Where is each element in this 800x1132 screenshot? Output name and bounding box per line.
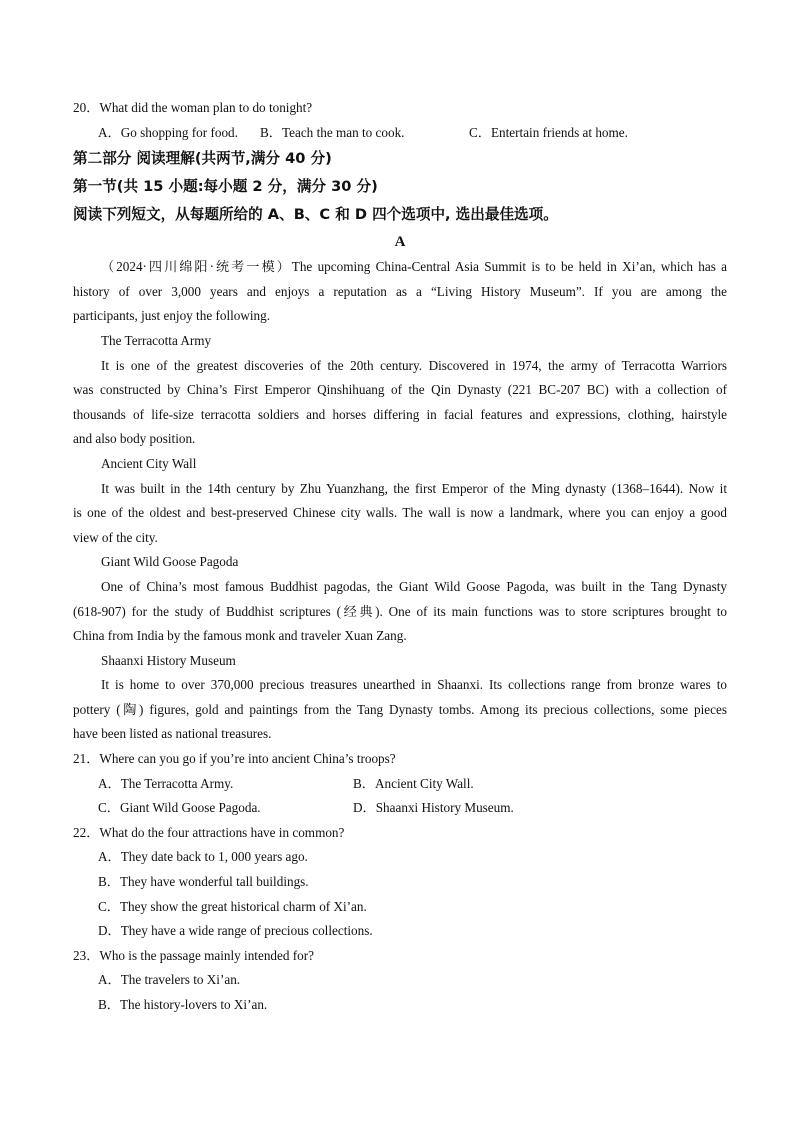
paragraph-line: was constructed by China’s First Emperor Qinshihuang of the Qin Dynasty (221 BC-207 BC) with a collection of xyxy=(73,382,727,398)
section-heading-terracotta: The Terracotta Army xyxy=(101,332,212,348)
q20-option-a[interactable]: A．Go shopping for food. xyxy=(98,124,238,140)
part-two-heading: 第二部分 阅读理解(共两节,满分 40 分) xyxy=(73,150,332,168)
question-21-options-row-2 xyxy=(73,796,727,821)
passage-intro-line: participants, just enjoy the following. xyxy=(73,308,271,324)
section-heading-city-wall: Ancient City Wall xyxy=(101,455,197,471)
passage-intro-line: （2024·四川绵阳·统考一模）The upcoming China-Central Asia Summit is to be held in Xi’an, which has a xyxy=(101,259,727,275)
reading-instruction: 阅读下列短文，从每题所给的 A、B、C 和 D 四个选项中, 选出最佳选项。 xyxy=(73,206,558,224)
paragraph-line: It is home to over 370,000 precious treasures unearthed in Shaanxi. Its collections range from bronze wares to xyxy=(101,677,727,693)
paragraph-line: view of the city. xyxy=(73,529,158,545)
paragraph-line: thousands of life-size terracotta soldiers and horses differing in facial features and expressions, clothing, hairstyle xyxy=(73,406,727,422)
q22-option-b[interactable]: B．They have wonderful tall buildings. xyxy=(98,874,309,890)
q22-option-a[interactable]: A．They date back to 1, 000 years ago. xyxy=(98,849,308,865)
q22-option-c[interactable]: C．They show the great historical charm of Xi’an. xyxy=(98,898,367,914)
paragraph-line: It was built in the 14th century by Zhu Yuanzhang, the first Emperor of the Ming dynasty (1368–1644). Now it xyxy=(101,480,727,496)
paragraph-line: China from India by the famous monk and traveler Xuan Zang. xyxy=(73,628,407,644)
paragraph-line: and also body position. xyxy=(73,431,196,447)
q23-option-a[interactable]: A．The travelers to Xi’an. xyxy=(98,972,241,988)
section-one-heading: 第一节(共 15 小题:每小题 2 分，满分 30 分) xyxy=(73,178,378,196)
paragraph-line: One of China’s most famous Buddhist pagodas, the Giant Wild Goose Pagoda, was built in the Tang Dynasty xyxy=(101,578,727,594)
question-21-options-row-1 xyxy=(73,772,727,797)
paragraph-line: is one of the oldest and best-preserved Chinese city walls. The wall is now a landmark, where you can enjoy a good xyxy=(73,505,727,521)
q21-option-b[interactable]: B．Ancient City Wall. xyxy=(353,775,474,791)
section-heading-museum: Shaanxi History Museum xyxy=(101,652,236,668)
question-20-stem: 20．What did the woman plan to do tonight? xyxy=(73,100,313,115)
question-21-stem: 21．Where can you go if you’re into ancient China’s troops? xyxy=(73,751,396,767)
question-20-options xyxy=(73,121,727,146)
q20-option-b[interactable]: B．Teach the man to cook. xyxy=(260,124,405,140)
paragraph-line: pottery (陶) figures, gold and paintings from the Tang Dynasty tombs. Among its precious collections, some pieces xyxy=(73,701,727,717)
q21-option-c[interactable]: C．Giant Wild Goose Pagoda. xyxy=(98,800,261,816)
paragraph-line: have been listed as national treasures. xyxy=(73,726,272,742)
q20-option-c[interactable]: C．Entertain friends at home. xyxy=(469,124,628,140)
section-heading-pagoda: Giant Wild Goose Pagoda xyxy=(101,554,239,570)
passage-letter: A xyxy=(394,234,406,251)
q22-option-d[interactable]: D．They have a wide range of precious collections. xyxy=(98,923,373,939)
paragraph-line: (618-907) for the study of Buddhist scriptures (经典). One of its main functions was to store scriptures brought to xyxy=(73,603,727,619)
q23-option-b[interactable]: B．The history-lovers to Xi’an. xyxy=(98,997,268,1012)
question-22-stem: 22．What do the four attractions have in common? xyxy=(73,824,345,840)
q21-option-d[interactable]: D．Shaanxi History Museum. xyxy=(353,800,514,816)
q21-option-a[interactable]: A．The Terracotta Army. xyxy=(98,775,234,791)
document-page xyxy=(73,96,727,1018)
passage-intro-line: history of over 3,000 years and enjoys a reputation as a “Living History Museum”. If you are among the xyxy=(73,283,727,299)
paragraph-line: It is one of the greatest discoveries of the 20th century. Discovered in 1974, the army of Terracotta Warriors xyxy=(101,357,727,373)
question-23-stem: 23．Who is the passage mainly intended for? xyxy=(73,947,314,963)
